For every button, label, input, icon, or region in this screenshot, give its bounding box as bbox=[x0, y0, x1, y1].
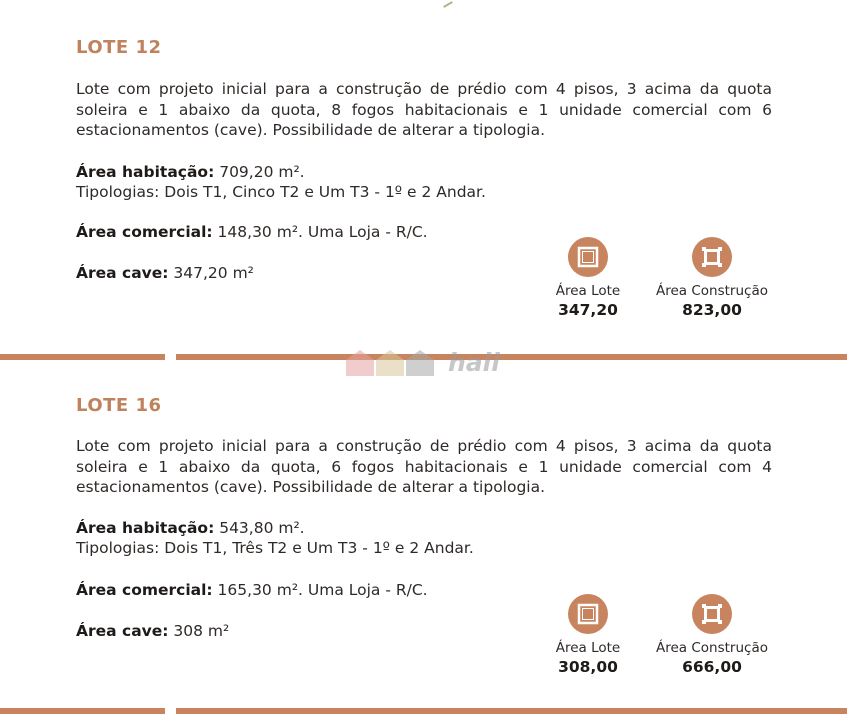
area-construcao-value: 666,00 bbox=[682, 658, 742, 676]
tipologias: Tipologias: Dois T1, Três T2 e Um T3 - 1º e 2 Andar. bbox=[76, 539, 474, 557]
area-habitacao bbox=[76, 518, 305, 538]
area-construcao-label: Área Construção bbox=[656, 283, 768, 299]
area-habitacao-value: 543,80 m². bbox=[214, 519, 305, 537]
watermark-text: hall bbox=[448, 348, 500, 377]
lote-title: LOTE 16 bbox=[76, 395, 162, 416]
plot-icon bbox=[568, 237, 608, 277]
house-logo-icon bbox=[344, 346, 444, 380]
area-comercial bbox=[76, 222, 428, 242]
tipologias: Tipologias: Dois T1, Cinco T2 e Um T3 - 1º e 2 Andar. bbox=[76, 183, 486, 201]
area-lote-label: Área Lote bbox=[555, 640, 621, 656]
building-area-icon bbox=[692, 594, 732, 634]
area-construcao-label: Área Construção bbox=[656, 640, 768, 656]
area-cave bbox=[76, 621, 229, 641]
area-comercial-value: 165,30 m². Uma Loja - R/C. bbox=[212, 581, 428, 599]
decorative-mark bbox=[439, 0, 453, 8]
area-habitacao bbox=[76, 162, 305, 182]
area-construcao-stat bbox=[642, 237, 782, 319]
area-lote-stat bbox=[518, 237, 658, 319]
area-habitacao-label: Área habitação: bbox=[76, 519, 215, 537]
area-habitacao-label: Área habitação: bbox=[76, 163, 215, 181]
area-habitacao-value: 709,20 m². bbox=[214, 163, 305, 181]
area-cave-label: Área cave: bbox=[76, 622, 169, 640]
area-construcao-stat bbox=[642, 594, 782, 676]
lote-description: Lote com projeto inicial para a construção de prédio com 4 pisos, 3 acima da quota soleira e 1 abaixo da quota, 8 fogos habitacionais e 1 unidade comercial com 6 estacionamentos (cave). Possibilidade de alterar a tipologia. bbox=[76, 80, 772, 139]
area-comercial-value: 148,30 m². Uma Loja - R/C. bbox=[212, 223, 428, 241]
area-lote-value: 347,20 bbox=[558, 301, 618, 319]
area-comercial bbox=[76, 580, 428, 600]
lote-description: Lote com projeto inicial para a construção de prédio com 4 pisos, 3 acima da quota soleira e 1 abaixo da quota, 6 fogos habitacionais e 1 unidade comercial com 4 estacionamentos (cave). Possibilidade de alterar a tipologia. bbox=[76, 437, 772, 496]
area-lote-value: 308,00 bbox=[558, 658, 618, 676]
area-cave-value: 308 m² bbox=[168, 622, 230, 640]
section-divider bbox=[0, 704, 847, 718]
area-cave-value: 347,20 m² bbox=[168, 264, 254, 282]
area-comercial-label: Área comercial: bbox=[76, 223, 213, 241]
area-lote-label: Área Lote bbox=[555, 283, 621, 299]
area-comercial-label: Área comercial: bbox=[76, 581, 213, 599]
area-construcao-value: 823,00 bbox=[682, 301, 742, 319]
area-lote-stat bbox=[518, 594, 658, 676]
plot-icon bbox=[568, 594, 608, 634]
building-area-icon bbox=[692, 237, 732, 277]
area-cave bbox=[76, 263, 254, 283]
area-cave-label: Área cave: bbox=[76, 264, 169, 282]
hall-watermark bbox=[344, 346, 514, 380]
lote-title: LOTE 12 bbox=[76, 37, 162, 58]
